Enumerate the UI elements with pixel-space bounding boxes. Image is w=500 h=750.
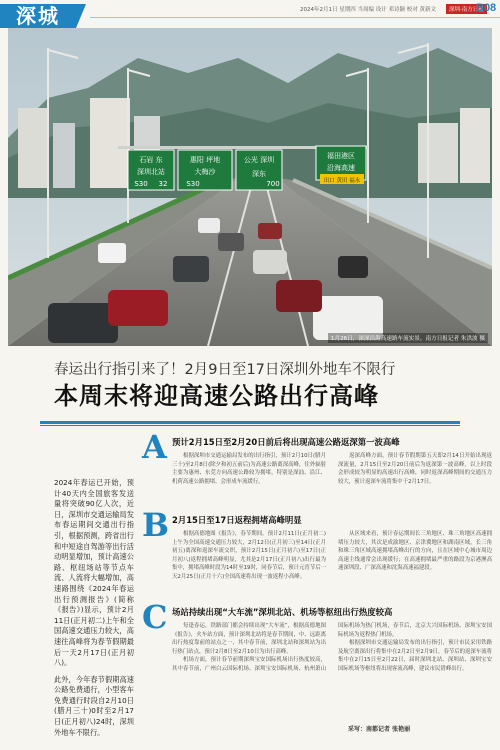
- section-title: 场站持续出现“大车流”深圳北站、机场等枢纽出行热度较高: [172, 607, 393, 617]
- article-section-a: [142, 430, 498, 508]
- sign-center-mid: 大梅沙: [194, 168, 216, 176]
- article-section-c: [142, 600, 498, 725]
- headline: 本周末将迎高速公路出行高峰: [54, 382, 379, 410]
- section-paragraph: 每逢春运，铁路部门都会持续出现“大车流”，根据高德地图《报告》，火车站方面，预计深圳北站将是春节期间，中、远距离出行热度靠前的站点之一，其中春节前，深圳北站和深圳站为出行热门站点，预计2月8日至2月10日为出行高峰。: [172, 623, 326, 655]
- issue-meta: 2024年2月1日 星期四 当周编 设计 邓诗颖 校对 黄新文: [300, 7, 436, 13]
- sign-right-top: 福田港区: [327, 152, 355, 160]
- section-paragraph: 根据深圳市交通运输局发布的出行指引，预计市民采用铁路及航空离深出行将集中在2月2日至2月9日，春节后的返深车流将集中在2月15日至2月22日，届时深圳北站、深圳站、深圳宝安国际机场等枢纽将出现客流高峰，建议市民错峰出行。: [338, 640, 492, 672]
- sign-left-mid: 深圳北站: [137, 168, 165, 176]
- section-body: [172, 452, 492, 486]
- section-title: 预计2月15日至2月20日前后将出现高速公路返深第一波高峰: [172, 437, 400, 447]
- photo-caption: 1月26日，深深沿海高速路车流实景。南方日报记者 朱洪波 摄: [328, 333, 488, 343]
- author-byline: 采写：南都记者 张艳丽: [348, 726, 411, 733]
- section-body: [172, 530, 492, 582]
- section-paragraph: 根据深圳市交通运输局发布的出行指引，预计2月10日(腊月三十)至2月8日(除夕和初五前后)为高速公路离深高峰，往外辐射主要为惠州、东莞方向高速公路较为拥堵，特别是深汕、沿江、机荷高速公路拥堵，会形成车流缓行。: [172, 453, 326, 485]
- sign-km-left: 32: [158, 180, 168, 188]
- sign-left-num: S30: [134, 180, 148, 188]
- sign-km-right: 700: [266, 180, 280, 188]
- lead-paragraph: 2024年春运已开始，预计40天内全国旅客发送量将突破90亿人次，近日，深圳市交通运输局发布春运期间交通出行指引，根据预测，跨省出行和中短途自驾游等出行活动明显增加，预计高速公路、枢纽场站等节点车流、人流将大幅增加，高速路围绕《2024年春运出行预测报告》(简称《报告》)显示，预计2月11日(正月初二)上午和全国高速交通压力较大，高速往高峰将为春节假期最后一天2月17日(正月初八)。: [54, 478, 134, 668]
- section-paragraph: 返深高峰方面，预计春节假期第五天即2月14日开始出现返深流量，2月15日至2月20日前后为返深第一波高峰，以上时段会形成较为明显的高速出行高峰，同时返深高峰期间的交通压力较大，预计返深车流将集中于2月17日。: [338, 453, 492, 485]
- section-letter: C: [142, 598, 168, 636]
- sign-right-sub: 出口 黄田 福永: [323, 178, 361, 184]
- highway-photo: [8, 28, 492, 346]
- section-paragraph: 根据高德地图《报告》，春节期间，预计2月11日(正月初二)上午为全国高速交通压力较大，2月12日(正月初三)至14日(正月初五)离深和返深车流交织，预计2月15日(正月初六)至17日(正月初八)返程拥堵高峰明显，尤其是2月17日(正月初八)出行最为集中，拥堵高峰时段为14时至19时，同春节后，预计元宵节后一天2月25日(正月十六)全国高速将出现一波返程小高峰。: [172, 531, 326, 580]
- section-body: [172, 622, 492, 674]
- lead-paragraph: 此外，今年春节假期高速公路免费通行，小型客车免费通行时段自2月10日(腊月三十)0时至2月17日(正月初八)24时，深圳外地车不限行。: [54, 674, 134, 737]
- sign-right-mid: 沿海高速: [327, 164, 355, 172]
- section-paragraph: 从区域来看，预计春运期间长三角地区、珠三角地区高速拥堵压力较大，其次是成渝地区、京津冀地区和湖南区域，长三角和珠三角区域高速拥堵高峰出行的方向，且在区域中心城市周边高速主线通常会出现缓行；在高速拥堵最严重的路段为京港澳高速深圳段、广深高速和沈海高速福建段。: [338, 531, 492, 572]
- subheadline: 春运出行指引来了！2月9日至17日深圳外地车不限行: [54, 362, 396, 378]
- header-rule: [90, 17, 500, 18]
- article-section-b: [142, 508, 498, 600]
- sign-center2-top: 公光 深圳: [243, 156, 275, 164]
- section-title: 2月15日至17日返程拥堵高峰明显: [172, 515, 302, 525]
- section-paragraph: 机场方面，预计春节前期深圳宝安国际机场出行热度较高，其中春节前，广州白云国际机场、深圳宝安国际机场、杭州萧山国际机场为热门机场，春节后，北京大兴国际机场、深圳宝安国际机场为返程热门机场。: [172, 623, 492, 672]
- sign-center-top: 惠阳 坪地: [189, 156, 221, 164]
- sign-left-top: 石岩 东: [139, 156, 163, 164]
- section-letter: B: [142, 506, 170, 544]
- page-header: [0, 0, 500, 28]
- lead-column: [54, 478, 134, 744]
- section-letter: A: [142, 428, 167, 466]
- sign-center2-mid: 深东: [252, 170, 266, 178]
- sign-center-num: S30: [186, 180, 200, 188]
- paper-badge: 深圳·南方日报: [446, 4, 487, 14]
- headline-rule: [40, 421, 460, 424]
- headline-rule-thin: [40, 425, 460, 426]
- page-number: B08: [476, 2, 497, 14]
- section-label: 深城: [0, 4, 76, 28]
